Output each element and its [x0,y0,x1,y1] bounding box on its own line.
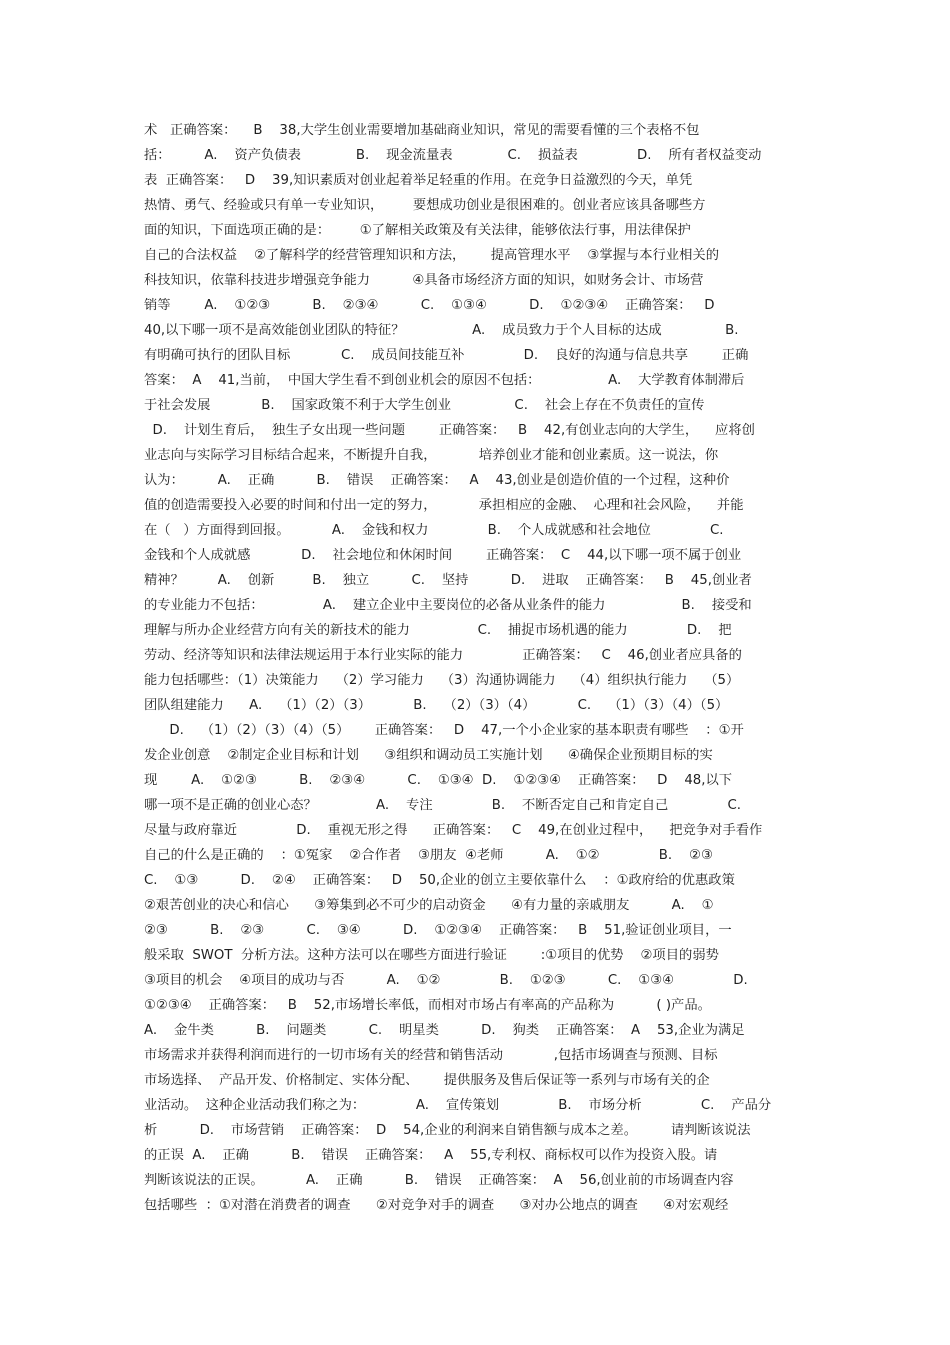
text-line: 能力包括哪些：（1）决策能力 （2）学习能力 （3）沟通协调能力 （4）组织执行能力 （5） [144,673,740,688]
text-line: 包括哪些 ：①对潜在消费者的调查 ②对竞争对手的调查 ③对办公地点的调查 ④对宏观经 [144,1198,729,1213]
text-line: 40,以下哪一项不是高效能创业团队的特征？ A. 成员致力于个人目标的达成 B. [144,323,739,338]
text-line: 热情、勇气、经验或只有单一专业知识， 要想成功创业是很困难的。创业者应该具备哪些方 [144,198,706,213]
text-line: D. （1）（2）（3）（4）（5） 正确答案： D 47,一个小企业家的基本职责有哪些 ：①开 [144,723,744,738]
text-line: 的专业能力不包括： A. 建立企业中主要岗位的必备从业条件的能力 B. 接受和 [144,598,752,613]
text-line: 发企业创意 ②制定企业目标和计划 ③组织和调动员工实施计划 ④确保企业预期目标的实 [144,748,713,763]
text-line: 哪一项不是正确的创业心态？ A. 专注 B. 不断否定自己和肯定自己 C. [144,798,742,813]
text-line: 答案： A 41,当前， 中国大学生看不到创业机会的原因不包括： A. 大学教育体制滞后 [144,373,745,388]
text-line: 认为： A. 正确 B. 错误 正确答案： A 43,创业是创造价值的一个过程，这种价 [144,473,730,488]
text-line: 精神？ A. 创新 B. 独立 C. 坚持 D. 进取 正确答案： B 45,创业者 [144,573,752,588]
text-line: ③项目的机会 ④项目的成功与否 A. ①② B. ①②③ C. ①③④ D. [144,973,748,988]
text-line: 业活动。 这种企业活动我们称之为： A. 宣传策划 B. 市场分析 C. 产品分 [144,1098,772,1113]
text-line: 现 A. ①②③ B. ②③④ C. ①③④ D. ①②③④ 正确答案： D 48,以下 [144,773,733,788]
document-body [144,118,814,1218]
text-line: 销等 A. ①②③ B. ②③④ C. ①③④ D. ①②③④ 正确答案： D [144,298,715,313]
text-line: ②艰苦创业的决心和信心 ③筹集到必不可少的启动资金 ④有力量的亲戚朋友 A. ① [144,898,714,913]
text-line: 劳动、经济等知识和法律法规运用于本行业实际的能力 正确答案： C 46,创业者应具备的 [144,648,742,663]
text-line: 面的知识，下面选项正确的是： ①了解相关政策及有关法律，能够依法行事，用法律保护 [144,223,691,238]
text-line: 表 正确答案： D 39,知识素质对创业起着举足轻重的作用。在竞争日益激烈的今天，单凭 [144,173,693,188]
text-line: ②③ B. ②③ C. ③④ D. ①②③④ 正确答案： B 51,验证创业项目，一 [144,923,732,938]
text-line: 理解与所办企业经营方向有关的新技术的能力 C. 捕捉市场机遇的能力 D. 把 [144,623,732,638]
text-line: 术 正确答案： B 38,大学生创业需要增加基础商业知识，常见的需要看懂的三个表格不包 [144,123,700,138]
text-line: 金钱和个人成就感 D. 社会地位和休闲时间 正确答案： C 44,以下哪一项不属于创业 [144,548,742,563]
text-line: C. ①③ D. ②④ 正确答案： D 50,企业的创立主要依靠什么 ：①政府给的优惠政策 [144,873,735,888]
text-line: 的正误 A. 正确 B. 错误 正确答案： A 55,专利权、商标权可以作为投资入股。请 [144,1148,718,1163]
text-line: 自己的什么是正确的 ：①冤家 ②合作者 ③朋友 ④老师 A. ①② B. ②③ [144,848,713,863]
text-line: A. 金牛类 B. 问题类 C. 明星类 D. 狗类 正确答案： A 53,企业为满足 [144,1023,745,1038]
text-line: 有明确可执行的团队目标 C. 成员间技能互补 D. 良好的沟通与信息共享 正确 [144,348,749,363]
text-line: 值的创造需要投入必要的时间和付出一定的努力， 承担相应的金融、 心理和社会风险， 并能 [144,498,744,513]
text-line: 般采取 SWOT 分析方法。这种方法可以在哪些方面进行验证 :①项目的优势 ②项目的弱势 [144,948,719,963]
text-line: 市场需求并获得利润而进行的一切市场有关的经营和销售活动 ,包括市场调查与预测、目标 [144,1048,718,1063]
text-line: 自己的合法权益 ②了解科学的经营管理知识和方法， 提高管理水平 ③掌握与本行业相关的 [144,248,719,263]
text-line: 团队组建能力 A. （1）（2）（3） B. （2）（3）（4） C. （1）（3）（4）（5） [144,698,729,713]
text-line: 析 D. 市场营销 正确答案： D 54,企业的利润来自销售额与成本之差。 请判断该说法 [144,1123,751,1138]
text-line: ①②③④ 正确答案： B 52,市场增长率低，而相对市场占有率高的产品称为 ( )产品。 [144,998,711,1013]
text-line: 于社会发展 B. 国家政策不利于大学生创业 C. 社会上存在不负责任的宣传 [144,398,705,413]
text-line: 科技知识，依靠科技进步增强竞争能力 ④具备市场经济方面的知识，如财务会计、市场营 [144,273,704,288]
text-line: 市场选择、 产品开发、价格制定、实体分配、 提供服务及售后保证等一系列与市场有关的企 [144,1073,710,1088]
text-line: 业志向与实际学习目标结合起来，不断提升自我， 培养创业才能和创业素质。这一说法，你 [144,448,719,463]
text-line: 括： A. 资产负债表 B. 现金流量表 C. 损益表 D. 所有者权益变动 [144,148,762,163]
text-line: 在（ ）方面得到回报。 A. 金钱和权力 B. 个人成就感和社会地位 C. [144,523,724,538]
text-line: 尽量与政府靠近 D. 重视无形之得 正确答案： C 49,在创业过程中， 把竞争对手看作 [144,823,763,838]
text-line: D. 计划生育后， 独生子女出现一些问题 正确答案： B 42,有创业志向的大学生， 应将创 [144,423,755,438]
text-line: 判断该说法的正误。 A. 正确 B. 错误 正确答案： A 56,创业前的市场调查内容 [144,1173,734,1188]
